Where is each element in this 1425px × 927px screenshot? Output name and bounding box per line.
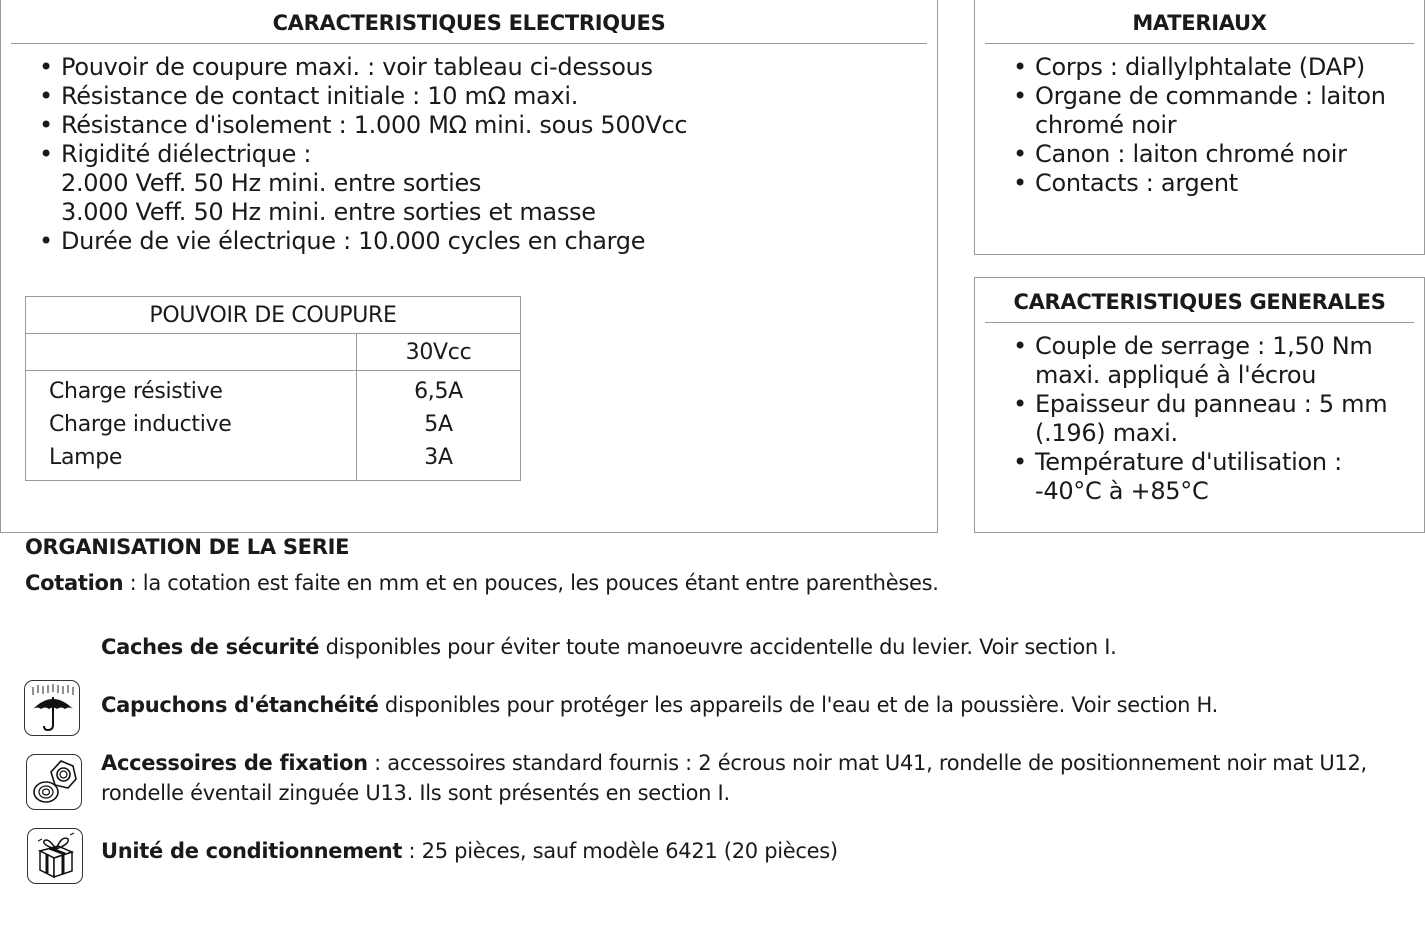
umbrella-icon <box>24 680 80 736</box>
table-row-label: Charge résistive <box>49 379 223 404</box>
breaking-capacity-table <box>25 296 521 481</box>
table-row-value: 6,5A <box>414 379 463 404</box>
electrical-item <box>39 140 687 227</box>
electrical-item-text: Durée de vie électrique : 10.000 cycles en charge <box>61 227 646 255</box>
general-item-text: Température d'utilisation : <box>1035 448 1342 476</box>
electrical-item-subline: 3.000 Veff. 50 Hz mini. entre sorties et masse <box>61 198 596 226</box>
materials-title: MATERIAUX <box>985 9 1414 44</box>
gift-box-icon <box>27 828 83 884</box>
electrical-item <box>39 111 687 140</box>
info-item-text-line2: rondelle éventail zinguée U13. Ils sont présentés en section I. <box>101 781 730 805</box>
general-item-subline: (.196) maxi. <box>1035 419 1178 447</box>
general-title: CARACTERISTIQUES GENERALES <box>985 288 1414 323</box>
materials-list <box>1013 53 1386 198</box>
info-item-title: Caches de sécurité <box>101 635 320 659</box>
materials-item <box>1013 140 1386 169</box>
electrical-item <box>39 53 687 82</box>
cotation-paragraph <box>25 569 939 597</box>
cotation-text: : la cotation est faite en mm et en pouces, les pouces étant entre parenthèses. <box>123 571 939 595</box>
info-item-title: Accessoires de fixation <box>101 751 368 775</box>
table-empty-header <box>26 334 357 371</box>
table-title: POUVOIR DE COUPURE <box>26 297 521 334</box>
electrical-item-text: Rigidité diélectrique : <box>61 140 312 168</box>
info-item-fixing-accessories <box>101 748 1367 808</box>
info-item-packaging-unit <box>101 836 838 866</box>
table-column-header: 30Vcc <box>357 334 521 371</box>
table-row-value: 3A <box>424 445 453 470</box>
info-item-text: : 25 pièces, sauf modèle 6421 (20 pièces) <box>402 839 838 863</box>
info-item-safety-covers <box>101 632 1117 662</box>
general-item-subline: -40°C à +85°C <box>1035 477 1209 505</box>
electrical-list <box>39 53 687 256</box>
info-item-sealing-caps <box>101 690 1218 720</box>
general-item <box>1013 332 1387 390</box>
electrical-item-text: Résistance de contact initiale : 10 mΩ maxi. <box>61 82 579 110</box>
materials-item-text: Organe de commande : laiton <box>1035 82 1386 110</box>
materials-item-text: Canon : laiton chromé noir <box>1035 140 1347 168</box>
general-item <box>1013 448 1387 506</box>
table-body-row <box>26 371 521 481</box>
electrical-item-text: Résistance d'isolement : 1.000 MΩ mini. sous 500Vcc <box>61 111 688 139</box>
info-item-title: Capuchons d'étanchéité <box>101 693 379 717</box>
general-item-text: Epaisseur du panneau : 5 mm <box>1035 390 1388 418</box>
general-item-text: Couple de serrage : 1,50 Nm <box>1035 332 1373 360</box>
electrical-item <box>39 82 687 111</box>
electrical-item <box>39 227 687 256</box>
table-row-label: Charge inductive <box>49 412 232 437</box>
electrical-item-text: Pouvoir de coupure maxi. : voir tableau ci-dessous <box>61 53 653 81</box>
materials-item-text: Contacts : argent <box>1035 169 1238 197</box>
materials-item <box>1013 82 1386 140</box>
general-item <box>1013 390 1387 448</box>
materials-item <box>1013 53 1386 82</box>
cotation-label: Cotation <box>25 571 124 595</box>
info-item-text: disponibles pour éviter toute manoeuvre accidentelle du levier. Voir section I. <box>319 635 1117 659</box>
nut-washer-icon <box>26 754 82 810</box>
materials-item-text: Corps : diallylphtalate (DAP) <box>1035 53 1365 81</box>
info-item-title: Unité de conditionnement <box>101 839 403 863</box>
table-labels-cell <box>26 371 357 481</box>
table-row-value: 5A <box>424 412 453 437</box>
info-item-text: disponibles pour protéger les appareils de l'eau et de la poussière. Voir section H. <box>378 693 1218 717</box>
electrical-item-subline: 2.000 Veff. 50 Hz mini. entre sorties <box>61 169 482 197</box>
table-row-label: Lampe <box>49 445 123 470</box>
general-list <box>1013 332 1387 506</box>
materials-item-subline: chromé noir <box>1035 111 1177 139</box>
materials-item <box>1013 169 1386 198</box>
organisation-title: ORGANISATION DE LA SERIE <box>25 535 350 559</box>
general-item-subline: maxi. appliqué à l'écrou <box>1035 361 1317 389</box>
general-characteristics-panel <box>974 277 1425 533</box>
table-values-cell <box>357 371 521 481</box>
info-item-text: : accessoires standard fournis : 2 écrous noir mat U41, rondelle de positionnement noir mat U12, <box>367 751 1367 775</box>
materials-panel <box>974 0 1425 255</box>
electrical-title: CARACTERISTIQUES ELECTRIQUES <box>11 9 927 44</box>
